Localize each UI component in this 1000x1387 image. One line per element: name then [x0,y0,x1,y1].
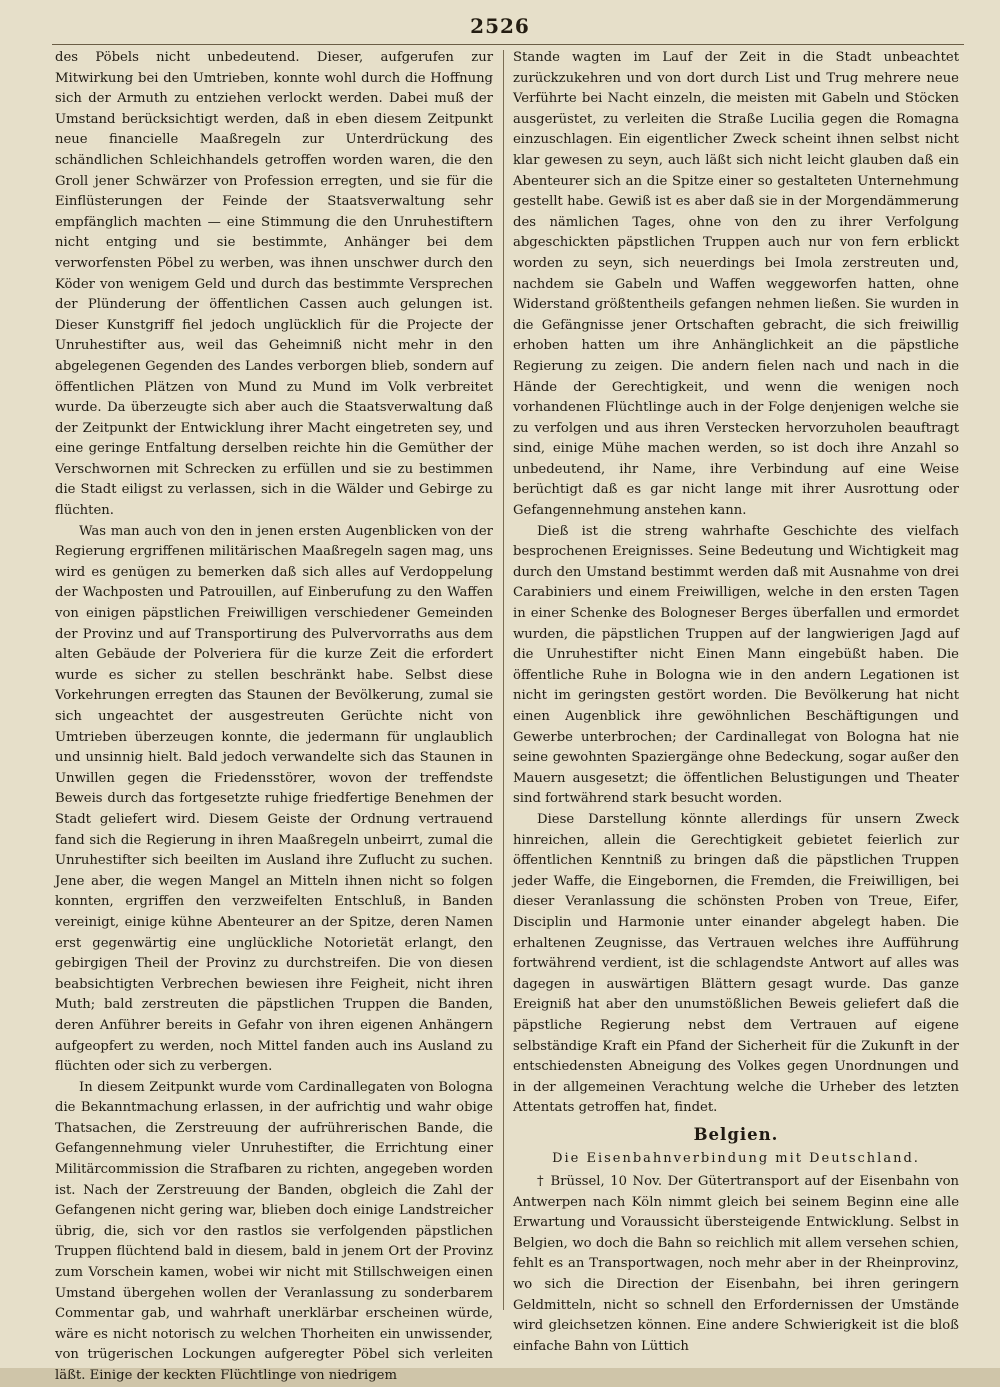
right-paragraph-1: Stande wagten im Lauf der Zeit in die Stadt unbeachtet zurückzukehren und von dort durch List und Trug mehrere neue Verführte bei Nacht einzeln, die meisten mit Gabeln und Stöcken ausgerüstet, zu verleiten die Straße Lucilia gegen die Romagna einzuschlagen. Ein eigentlicher Zweck scheint ihnen selbst nicht klar gewesen zu seyn, auch läßt sich nicht leicht glauben daß ein Abenteurer sich an die Spitze einer so gestalteten Unternehmung gestellt habe. Gewiß ist es aber daß sie in der Morgendämmerung des nämlichen Tages, ohne von den zu ihrer Verfolgung abgeschickten päpstlichen Truppen auch nur von fern erblickt worden zu seyn, sich neuerdings bei Imola zerstreuten und, nachdem sie Gabeln und Waffen weggeworfen hatten, ohne Widerstand größtentheils gefangen nehmen ließen. Sie wurden in die Gefängnisse jener Ortschaften gebracht, die sich freiwillig erhoben hatten um ihre Anhänglichkeit an die päpstliche Regierung zu zeigen. Die andern fielen nach und nach in die Hände der Gerechtigkeit, und wenn die wenigen noch vorhandenen Flüchtlinge auch in der Folge denjenigen welche sie zu verfolgen und aus ihren Verstecken hervorzuholen beauftragt sind, einige Mühe machen werden, so ist doch ihre Anzahl so unbedeutend, ihr Name, ihre Verbindung auf eine Weise berüchtigt daß es gar nicht lange mit ihrer Ausrottung oder Gefangennehmung anstehen kann. [513,50,959,519]
right-column [513,48,959,1354]
left-column [55,48,493,1383]
header-rule [52,44,964,45]
column-divider [503,50,504,1310]
right-paragraph-4: † Brüssel, 10 Nov. Der Gütertransport auf der Eisenbahn von Antwerpen nach Köln nimmt gleich bei seinem Beginn eine alle Erwartung und Voraussicht übersteigende Entwicklung. Selbst in Belgien, wo doch die Bahn so reichlich mit allem versehen schien, fehlt es an Transportwagen, noch mehr aber in der Rheinprovinz, wo sich die Direction der Eisenbahn, bei ihren geringern Geldmitteln, nicht so schnell den Erfordernissen der Umstände wird gleichsetzen können. Eine andere Schwierigkeit ist die bloß einfache Bahn von Lüttich [513,1174,959,1354]
left-paragraph-3: In diesem Zeitpunkt wurde vom Cardinallegaten von Bologna die Bekanntmachung erlassen, in der aufrichtig und wahr obige Thatsachen, die Zerstreuung der aufrührerischen Bande, die Gefangennehmung vieler Unruhestifter, die Errichtung einer Militärcommission die Strafbaren zu richten, angegeben worden ist. Nach der Zerstreuung der Banden, obgleich die Zahl der Gefangenen nicht gering war, blieben doch einige Landstreicher übrig, die, sich vor den rastlos sie verfolgenden päpstlichen Truppen flüchtend bald in diesem, bald in jenem Ort der Provinz zum Vorschein kamen, wobei wir nicht mit Stillschweigen einen Umstand übergehen wollen der Veranlassung zu sonderbarem Commentar gab, und wahrhaft unerklärbar erscheinen würde, wäre es nicht notorisch zu welchen Thorheiten ein unwissender, von trügerischen Lockungen aufgeregter Pöbel sich verleiten läßt. Einige der keckten Flüchtlinge von niedrigem [55,1079,493,1383]
right-paragraph-2: Dieß ist die streng wahrhafte Geschichte des vielfach besprochenen Ereignisses. Seine Bedeutung und Wichtigkeit mag durch den Umstand bestimmt werden daß mit Ausnahme von drei Carabiniers und einem Freiwilligen, welche in den ersten Tagen in einer Schenke des Bologneser Berges überfallen und ermordet wurden, die päpstlichen Truppen auf der langwierigen Jagd auf die Unruhestifter nicht Einen Mann eingebüßt haben. Die öffentliche Ruhe in Bologna wie in den andern Legationen ist nicht im geringsten gestört worden. Die Bevölkerung hat nicht einen Augenblick ihre gewöhnlichen Beschäftigungen und Gewerbe unterbrochen; der Cardinallegat von Bologna hat nie seine gewohnten Spaziergänge ohne Bedeckung, sogar außer den Mauern ausgesetzt; die öffentlichen Belustigungen und Theater sind fortwährend stark besucht worden. [513,523,959,807]
page-number: 2526 [470,14,530,38]
left-paragraph-2: Was man auch von den in jenen ersten Augenblicken von der Regierung ergriffenen militärischen Maaßregeln sagen mag, uns wird es genügen zu bemerken daß sich alles auf Verdoppelung der Wachposten und Patrouillen, auf Einberufung zu den Waffen von einigen päpstlichen Freiwilligen verschiedener Gemeinden der Provinz und auf Transportirung des Pulvervorraths aus dem alten Gebäude der Polveriera für die kurze Zeit die erfordert wurde es sicher zu stellen beschränkt habe. Selbst diese Vorkehrungen erregten das Staunen der Bevölkerung, zumal sie sich ungeachtet der ausgestreuten Gerüchte nicht von Umtrieben überzeugen konnte, die jedermann für unglaublich und unsinnig hielt. Bald jedoch verwandelte sich das Staunen in Unwillen gegen die Friedensstörer, wovon der treffendste Beweis durch das fortgesetzte ruhige friedfertige Benehmen der Stadt geliefert wird. Diesem Geiste der Ordnung vertrauend fand sich die Regierung in ihren Maaßregeln unbeirrt, zumal die Unruhestifter sich beeilten im Ausland ihre Zuflucht zu suchen. Jene aber, die wegen Mangel an Mitteln ihnen nicht so folgen konnten, ergriffen den verzweifelten Entschluß, in Banden vereinigt, einige kühne Abenteurer an der Spitze, deren Namen erst gegenwärtig eine unglückliche Notorietät erlangt, den gebirgigen Theil der Provinz zu durchstreifen. Die von diesen beabsichtigten Verbrechen bewiesen ihre Feigheit, nicht ihren Muth; bald zerstreuten die päpstlichen Truppen die Banden, deren Anführer bereits in Gefahr von ihren eigenen Anhängern aufgeopfert zu werden, noch Mittel fanden auch ins Ausland zu flüchten oder sich zu verbergen. [55,523,493,1075]
article-subheading: Die Eisenbahnverbindung mit Deutschland. [552,1151,920,1167]
right-paragraph-3: Diese Darstellung könnte allerdings für unsern Zweck hinreichen, allein die Gerechtigkeit gebietet feierlich zur öffentlichen Kenntniß zu bringen daß die päpstlichen Truppen jeder Waffe, die Eingebornen, die Fremden, die Freiwilligen, bei dieser Veranlassung die schönsten Proben von Treue, Eifer, Disciplin und Harmonie unter einander abgelegt haben. Die erhaltenen Zeugnisse, das Vertrauen welches ihre Aufführung fortwährend verdient, ist die schlagendste Antwort auf alles was dagegen in auswärtigen Blättern gesagt wurde. Das ganze Ereigniß hat aber den unumstößlichen Beweis geliefert daß die päpstliche Regierung nebst dem Vertrauen auf eigene selbständige Kraft ein Pfand der Sicherheit für die Zukunft in der entschiedensten Abneigung des Volkes gegen Unordnungen und in der allgemeinen Verachtung welche die Urheber des letzten Attentats getroffen hat, findet. [513,811,959,1116]
section-heading: Belgien. [693,1124,779,1144]
left-paragraph-1: des Pöbels nicht unbedeutend. Dieser, aufgerufen zur Mitwirkung bei den Umtrieben, konnte wohl durch die Hoffnung sich der Armuth zu entziehen verlockt werden. Dabei muß der Umstand berücksichtigt werden, daß in eben diesem Zeitpunkt neue financielle Maaßregeln zur Unterdrückung des schändlichen Schleichhandels getroffen worden waren, die den Groll jener Schwärzer von Profession erregten, und sie für die Einflüsterungen der Feinde der Staatsverwaltung sehr empfänglich machten — eine Stimmung die den Unruhestiftern nicht entging und sie bestimmte, Anhänger bei dem verworfensten Pöbel zu werben, was ihnen unschwer durch den Köder von wenigem Geld und durch das bestimmte Versprechen der Plünderung der öffentlichen Cassen auch gelungen ist. Dieser Kunstgriff fiel jedoch unglücklich für die Projecte der Unruhestifter aus, weil das Geheimniß nicht mehr in den abgelegenen Gegenden des Landes verborgen blieb, sondern auf öffentlichen Plätzen von Mund zu Mund im Volk verbreitet wurde. Da überzeugte sich aber auch die Staatsverwaltung daß der Zeitpunkt der Entwicklung ihrer Macht eingetreten sey, und eine geringe Entfaltung derselben reichte hin die Gemüther der Verschwornen mit Schrecken zu erfüllen und sie zu bestimmen die Stadt eiligst zu verlassen, sich in die Wälder und Gebirge zu flüchten. [55,50,493,519]
